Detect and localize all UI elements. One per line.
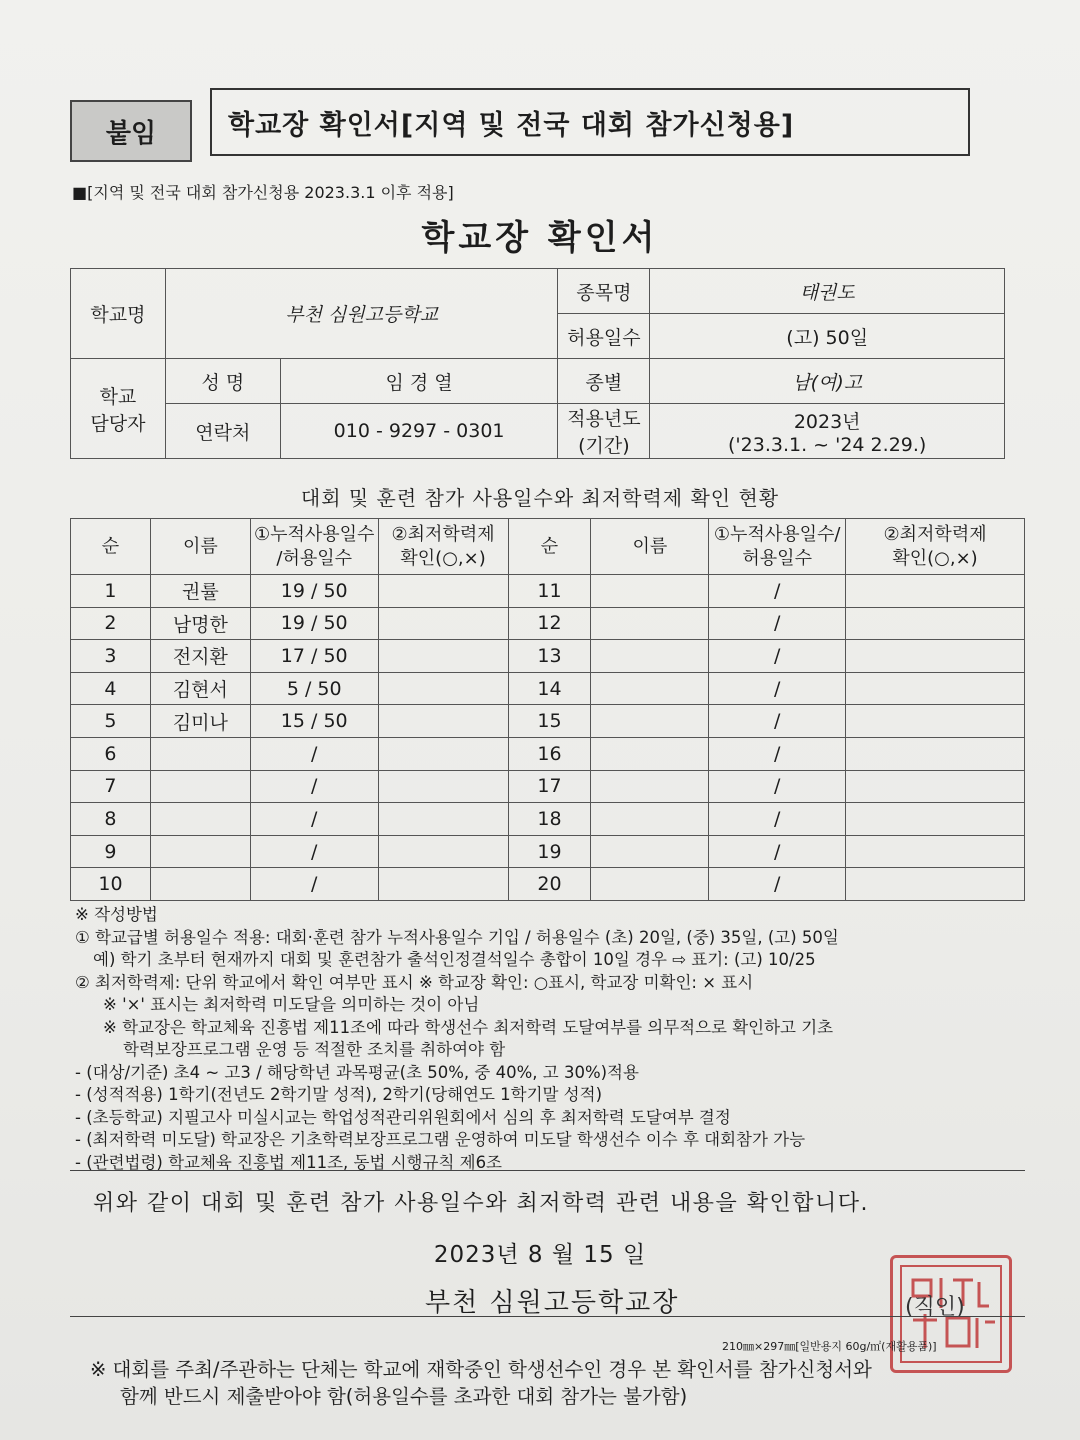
row-no: 6	[71, 737, 151, 770]
table-row	[71, 607, 1025, 640]
period-value	[650, 404, 1005, 459]
row-days: /	[250, 835, 378, 868]
row-days: /	[250, 770, 378, 803]
period-label-line1: 적용년도	[567, 408, 641, 430]
row-no: 3	[71, 640, 151, 673]
row-name	[591, 835, 709, 868]
row-days: /	[250, 803, 378, 836]
principal-name: 부천 심원고등학교장	[425, 1288, 680, 1318]
allowed-days-label: 허용일수	[558, 314, 650, 359]
contact-name: 임 경 열	[280, 359, 558, 404]
note-line: - (초등학교) 지필고사 미실시교는 학업성적관리위원회에서 심의 후 최저학력 도달여부 결정	[75, 1107, 731, 1127]
note-line: - (성적적용) 1학기(전년도 2학기말 성적), 2학기(당해연도 1학기말 성적)	[75, 1085, 603, 1104]
col-days	[250, 519, 378, 575]
row-check	[378, 835, 508, 868]
row-check	[378, 803, 508, 836]
instructions	[75, 904, 1005, 1174]
row-name: 권률	[150, 575, 250, 608]
row-no: 7	[71, 770, 151, 803]
col-check-line1: ②최저학력제	[391, 523, 495, 545]
row-check	[846, 770, 1025, 803]
row-days: /	[250, 737, 378, 770]
note-line: ② 최저학력제: 단위 학교에서 확인 여부만 표시 ※ 학교장 확인: ○표시, 학교장 미확인: × 표시	[75, 972, 754, 992]
period-year: 2023년	[793, 410, 861, 433]
col-days-right	[709, 519, 846, 575]
paper-spec: 210㎜×297㎜[일반용지 60g/㎡(재활용품)]	[722, 1340, 937, 1353]
row-check	[378, 575, 508, 608]
row-days: /	[709, 835, 846, 868]
row-days: /	[250, 868, 378, 901]
table-row	[71, 868, 1025, 901]
col-days-line2: /허용일수	[276, 547, 353, 569]
note-line: 예) 학기 초부터 현재까지 대회 및 훈련참가 출석인정결석일수 총합이 10일 경우 ⇨ 표기: (고) 10/25	[93, 950, 816, 969]
col-days-right-line2: 허용일수	[742, 547, 812, 569]
row-no: 10	[71, 868, 151, 901]
row-no: 5	[71, 705, 151, 738]
table-row	[71, 575, 1025, 608]
form-title: 학교장 확인서[지역 및 전국 대회 참가신청용]	[210, 88, 970, 156]
seal-label: (직인)	[905, 1295, 965, 1320]
row-days: /	[709, 770, 846, 803]
row-check	[378, 868, 508, 901]
phone: 010 - 9297 - 0301	[280, 404, 558, 459]
note-line: - (최저학력 미도달) 학교장은 기초학력보장프로그램 운영하여 미도달 학생선수 이수 후 대회참가 가능	[75, 1130, 806, 1149]
col-check-right-line2: 확인(○,×)	[892, 547, 978, 569]
row-days: /	[709, 803, 846, 836]
col-days-line1: ①누적사용일수	[253, 523, 375, 545]
row-no: 15	[508, 705, 591, 738]
records-heading: 대회 및 훈련 참가 사용일수와 최저학력제 확인 현황	[300, 486, 780, 510]
document-title: 학교장 확인서	[421, 218, 659, 258]
row-days: 17 / 50	[250, 640, 378, 673]
note-line: ※ '×' 표시는 최저학력 미도달을 의미하는 것이 아님	[103, 995, 480, 1014]
sport-label: 종목명	[558, 269, 650, 314]
row-name: 김현서	[150, 672, 250, 705]
period-label-line2: (기간)	[578, 435, 630, 457]
col-days-right-line1: ①누적사용일수/	[713, 523, 841, 545]
sport: 태권도	[650, 269, 1005, 314]
footer-line: 함께 반드시 제출받아야 함(허용일수를 초과한 대회 참가는 불가함)	[120, 1385, 688, 1408]
row-check	[846, 575, 1025, 608]
school-info-table	[70, 268, 1005, 459]
table-row	[71, 705, 1025, 738]
row-check	[378, 737, 508, 770]
records-body	[71, 575, 1025, 901]
row-no: 17	[508, 770, 591, 803]
row-no: 16	[508, 737, 591, 770]
period-label	[558, 404, 650, 459]
row-check	[846, 737, 1025, 770]
row-check	[846, 705, 1025, 738]
col-name: 이름	[150, 519, 250, 575]
col-check-line2: 확인(○,×)	[400, 547, 486, 569]
col-name-right: 이름	[591, 519, 709, 575]
row-name	[150, 835, 250, 868]
col-check	[378, 519, 508, 575]
table-row	[71, 737, 1025, 770]
row-days: /	[709, 575, 846, 608]
row-no: 2	[71, 607, 151, 640]
row-days: 15 / 50	[250, 705, 378, 738]
name-label: 성 명	[165, 359, 280, 404]
row-days: /	[709, 640, 846, 673]
note-line: - (관련법령) 학교체육 진흥법 제11조, 동법 시행규칙 제6조	[75, 1152, 502, 1172]
note-line: - (대상/기준) 초4 ~ 고3 / 해당학년 과목평균(초 50%, 중 40%, 고 30%)적용	[75, 1062, 639, 1082]
row-name	[591, 705, 709, 738]
row-no: 8	[71, 803, 151, 836]
row-check	[846, 803, 1025, 836]
row-name	[591, 640, 709, 673]
divider	[70, 1170, 1025, 1171]
col-check-right-line1: ②최저학력제	[883, 523, 987, 545]
allowed-days: (고) 50일	[650, 314, 1005, 359]
row-name	[150, 803, 250, 836]
row-days: 19 / 50	[250, 607, 378, 640]
row-check	[846, 868, 1025, 901]
row-no: 20	[508, 868, 591, 901]
gender-label: 종별	[558, 359, 650, 404]
row-check	[846, 640, 1025, 673]
row-days: /	[709, 868, 846, 901]
attachment-label: 붙임	[70, 100, 192, 162]
application-note: ■[지역 및 전국 대회 참가신청용 2023.3.1 이후 적용]	[72, 183, 454, 202]
row-name	[591, 868, 709, 901]
footer-note	[90, 1356, 872, 1410]
row-no: 1	[71, 575, 151, 608]
row-name: 전지환	[150, 640, 250, 673]
row-name	[150, 770, 250, 803]
row-name	[150, 868, 250, 901]
records-table	[70, 518, 1025, 901]
col-no-right: 순	[508, 519, 591, 575]
row-name	[591, 575, 709, 608]
col-check-right	[846, 519, 1025, 575]
row-name	[150, 737, 250, 770]
contact-person-label	[71, 359, 166, 459]
row-no: 12	[508, 607, 591, 640]
note-line: 학력보장프로그램 운영 등 적절한 조치를 취하여야 함	[123, 1040, 506, 1059]
note-line: ① 학교급별 허용일수 적용: 대회·훈련 참가 누적사용일수 기입 / 허용일수 (초) 20일, (중) 35일, (고) 50일	[75, 927, 839, 947]
period-range: ('23.3.1. ~ '24 2.29.)	[728, 433, 927, 456]
footer-line: ※ 대회를 주최/주관하는 단체는 학교에 재학중인 학생선수인 경우 본 확인서를 참가신청서와	[90, 1358, 872, 1381]
table-row	[71, 835, 1025, 868]
row-name: 김미나	[150, 705, 250, 738]
contact-person-label-line2: 담당자	[90, 412, 146, 435]
row-check	[846, 672, 1025, 705]
note-line: ※ 학교장은 학교체육 진흥법 제11조에 따라 학생선수 최저학력 도달여부를 의무적으로 확인하고 기초	[103, 1017, 834, 1037]
row-no: 19	[508, 835, 591, 868]
phone-label: 연락처	[165, 404, 280, 459]
notes-heading: ※ 작성방법	[75, 905, 158, 924]
row-check	[846, 607, 1025, 640]
row-name	[591, 803, 709, 836]
school-name-label: 학교명	[71, 269, 166, 359]
row-name	[591, 607, 709, 640]
row-name: 남명한	[150, 607, 250, 640]
row-check	[378, 607, 508, 640]
row-no: 4	[71, 672, 151, 705]
row-check	[378, 672, 508, 705]
confirmation-text: 위와 같이 대회 및 훈련 참가 사용일수와 최저학력 관련 내용을 확인합니다.	[93, 1191, 869, 1216]
row-no: 13	[508, 640, 591, 673]
row-check	[846, 835, 1025, 868]
row-days: /	[709, 705, 846, 738]
table-row	[71, 672, 1025, 705]
row-no: 11	[508, 575, 591, 608]
table-row	[71, 803, 1025, 836]
row-no: 18	[508, 803, 591, 836]
row-days: /	[709, 737, 846, 770]
contact-person-label-line1: 학교	[99, 385, 137, 408]
row-name	[591, 737, 709, 770]
row-days: /	[709, 607, 846, 640]
table-row	[71, 770, 1025, 803]
row-name	[591, 672, 709, 705]
row-days: 19 / 50	[250, 575, 378, 608]
row-check	[378, 705, 508, 738]
divider	[70, 1316, 1025, 1317]
row-check	[378, 640, 508, 673]
records-header-row	[71, 519, 1025, 575]
row-name	[591, 770, 709, 803]
row-days: /	[709, 672, 846, 705]
gender: 남(여)고	[650, 359, 1005, 404]
table-row	[71, 640, 1025, 673]
col-no: 순	[71, 519, 151, 575]
row-check	[378, 770, 508, 803]
confirmation-date: 2023년 8 월 15 일	[433, 1242, 647, 1268]
school-name: 부천 심원고등학교	[165, 269, 558, 359]
row-days: 5 / 50	[250, 672, 378, 705]
row-no: 14	[508, 672, 591, 705]
row-no: 9	[71, 835, 151, 868]
